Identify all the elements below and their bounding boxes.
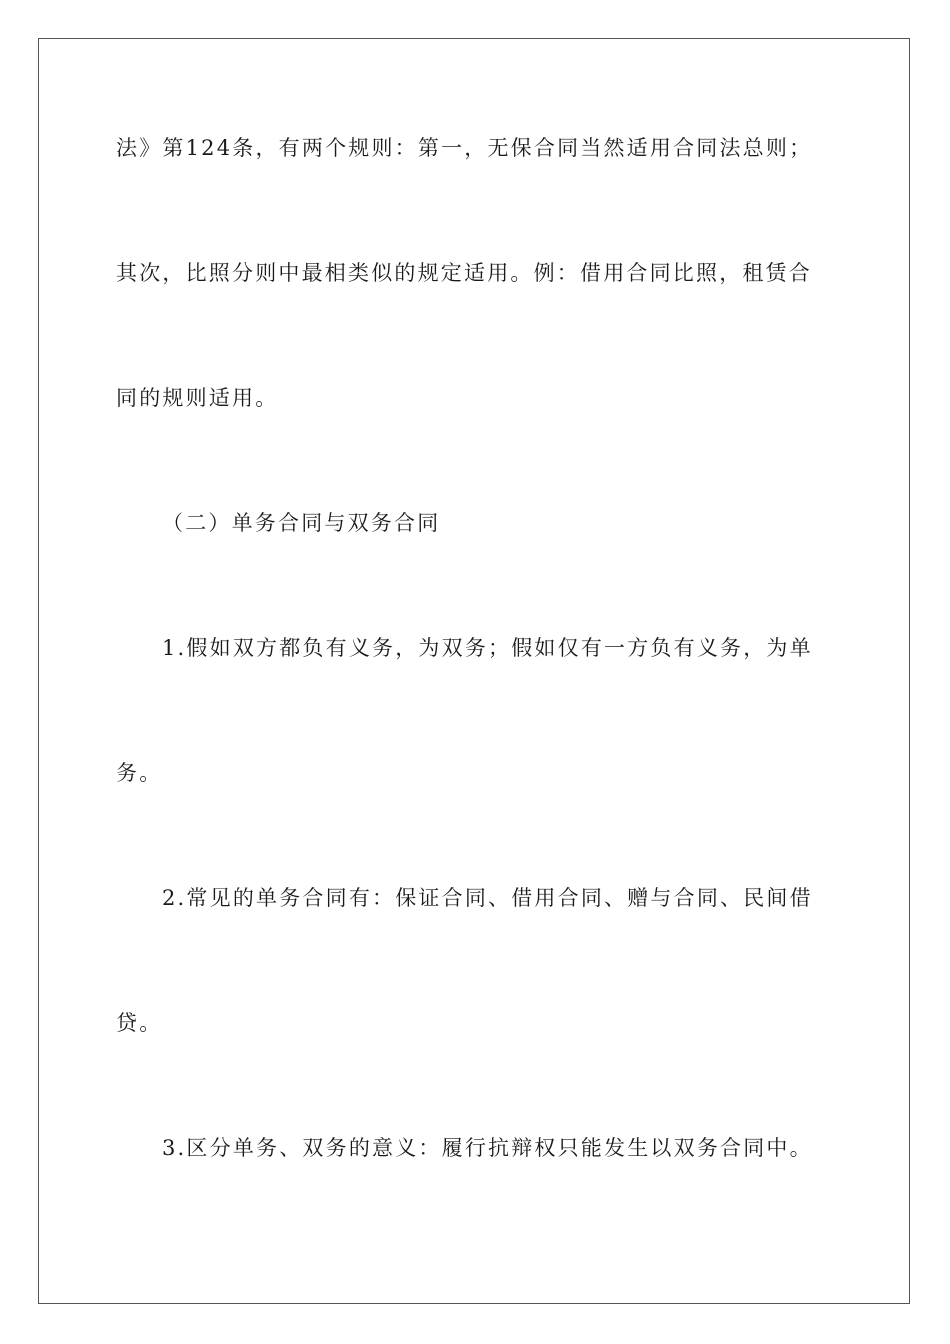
page-border (38, 38, 910, 1304)
section-heading: （二）单务合同与双务合同 (162, 511, 441, 535)
text-line-7: 2.常见的单务合同有：保证合同、借用合同、赠与合同、民间借 (162, 886, 813, 910)
text-line-1: 法》第124条，有两个规则：第一，无保合同当然适用合同法总则； (116, 136, 813, 160)
text-line-3: 同的规则适用。 (116, 386, 279, 410)
text-line-8: 贷。 (116, 1011, 163, 1035)
text-line-2: 其次，比照分则中最相类似的规定适用。例：借用合同比照，租赁合 (116, 261, 812, 285)
text-line-9: 3.区分单务、双务的意义：履行抗辩权只能发生以双务合同中。 (162, 1136, 813, 1160)
text-line-6: 务。 (116, 761, 163, 785)
text-line-5: 1.假如双方都负有义务，为双务；假如仅有一方负有义务，为单 (162, 636, 813, 660)
